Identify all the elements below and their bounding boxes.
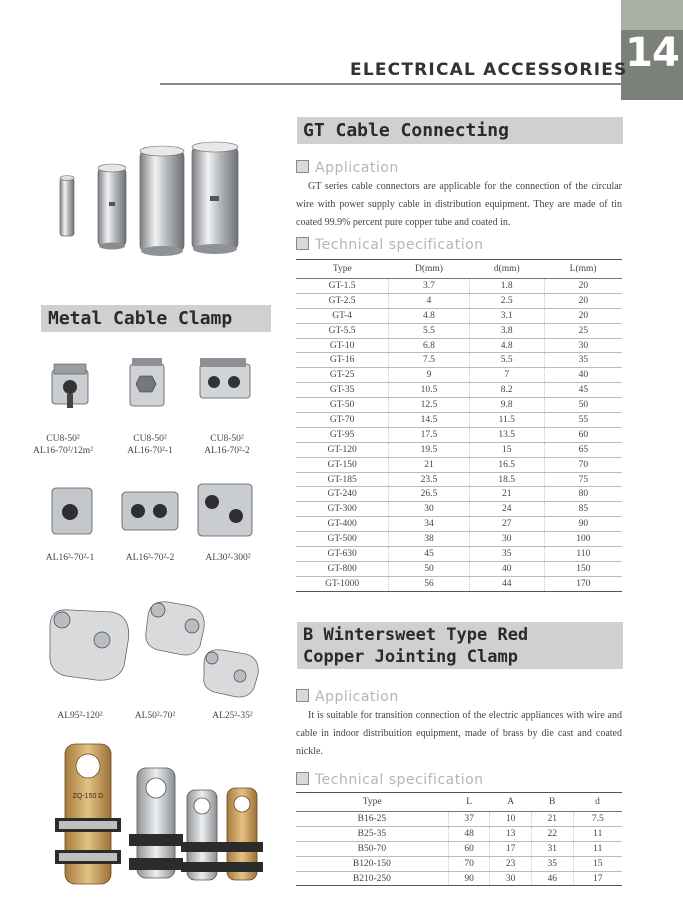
table-cell: 17 <box>490 841 532 856</box>
table-row <box>296 561 622 576</box>
clamp-al50-70 <box>146 602 204 655</box>
table-cell: 48 <box>448 826 490 841</box>
table-cell: GT-70 <box>296 413 389 428</box>
table-cell: GT-400 <box>296 517 389 532</box>
table-cell: 60 <box>448 841 490 856</box>
table-cell: 35 <box>469 547 544 562</box>
table-cell: 23.5 <box>389 472 470 487</box>
tube-xlarge <box>192 142 238 254</box>
table-cell: GT-5.5 <box>296 323 389 338</box>
square-bullet-icon <box>296 237 309 250</box>
table-cell: B210-250 <box>296 871 448 886</box>
b-spec-table <box>296 792 622 886</box>
table-cell: 44 <box>469 576 544 591</box>
table-cell: 22 <box>531 826 573 841</box>
square-bullet-icon <box>296 160 309 173</box>
caption-clamp-8: AL50²-70² <box>134 711 176 721</box>
caption-clamp-3 <box>182 433 272 457</box>
table-cell: 7.5 <box>573 812 622 827</box>
table-cell: GT-150 <box>296 457 389 472</box>
table-cell: 70 <box>544 457 622 472</box>
page-tab-stripe <box>621 0 683 30</box>
caption-clamp-6: AL30²-300² <box>205 553 251 563</box>
caption-clamp-7: AL95²-120² <box>57 711 103 721</box>
col-header-length: L(mm) <box>544 260 622 279</box>
table-cell: 24 <box>469 502 544 517</box>
table-row <box>296 442 622 457</box>
caption-line: AL16-70²-2 <box>204 446 250 456</box>
gt-tech-label: Technical specification <box>315 237 484 253</box>
table-cell: 75 <box>544 472 622 487</box>
square-bullet-icon <box>296 689 309 702</box>
b-section-title-line2: Copper Jointing Clamp <box>303 647 518 667</box>
table-cell: 70 <box>448 856 490 871</box>
table-cell: 17 <box>573 871 622 886</box>
table-cell: 50 <box>389 561 470 576</box>
caption-clamp-4: AL16²-70²-1 <box>45 553 95 563</box>
table-cell: 38 <box>389 532 470 547</box>
table-cell: 7.5 <box>389 353 470 368</box>
table-row <box>296 413 622 428</box>
table-cell: 45 <box>389 547 470 562</box>
table-cell: 4 <box>389 293 470 308</box>
table-cell: 26.5 <box>389 487 470 502</box>
copper-jointing-clamp-photo <box>45 738 270 888</box>
table-row <box>296 812 622 827</box>
table-cell: 3.7 <box>389 279 470 294</box>
table-row <box>296 353 622 368</box>
table-cell: 9 <box>389 368 470 383</box>
page-number: 14 <box>625 30 679 76</box>
table-cell: 20 <box>544 308 622 323</box>
table-cell: 35 <box>544 353 622 368</box>
table-cell: 21 <box>531 812 573 827</box>
table-row <box>296 502 622 517</box>
b-section-title-line1: B Wintersweet Type Red <box>303 625 529 645</box>
table-cell: 13.5 <box>469 427 544 442</box>
table-row <box>296 871 622 886</box>
page-title: ELECTRICAL ACCESSORIES <box>350 60 628 80</box>
gt-spec-table <box>296 259 622 592</box>
header-rule <box>160 83 622 85</box>
clamp-al16-70-1 <box>52 488 92 534</box>
table-cell: 60 <box>544 427 622 442</box>
clamp-al95-120 <box>50 610 129 680</box>
gt-application-heading <box>296 160 399 176</box>
table-cell: 12.5 <box>389 398 470 413</box>
caption-clamp-9: AL25²-35² <box>212 711 253 721</box>
table-cell: 46 <box>531 871 573 886</box>
col-header-l: L <box>448 793 490 812</box>
table-cell: 34 <box>389 517 470 532</box>
table-row <box>296 517 622 532</box>
caption-line: CU8-50² <box>133 434 167 444</box>
b-application-label: Application <box>315 689 399 705</box>
table-cell: GT-50 <box>296 398 389 413</box>
table-row <box>296 427 622 442</box>
table-cell: 1.8 <box>469 279 544 294</box>
clamp-al25-35 <box>204 650 259 697</box>
gt-section-title: GT Cable Connecting <box>303 120 509 141</box>
table-row <box>296 383 622 398</box>
table-cell: 8.2 <box>469 383 544 398</box>
table-cell: 150 <box>544 561 622 576</box>
clamp-cu8-50-a <box>52 364 88 408</box>
table-cell: 30 <box>469 532 544 547</box>
table-row <box>296 323 622 338</box>
table-cell: B50-70 <box>296 841 448 856</box>
table-cell: 11.5 <box>469 413 544 428</box>
table-cell: 30 <box>389 502 470 517</box>
table-row <box>296 293 622 308</box>
table-cell: 20 <box>544 293 622 308</box>
copper-clamp-large <box>55 744 121 884</box>
table-cell: 40 <box>469 561 544 576</box>
table-cell: GT-500 <box>296 532 389 547</box>
table-cell: 15 <box>573 856 622 871</box>
table-row <box>296 576 622 591</box>
table-cell: 6.8 <box>389 338 470 353</box>
table-cell: 90 <box>544 517 622 532</box>
table-header-row <box>296 793 622 812</box>
gt-cable-connecting-heading <box>297 117 623 144</box>
table-row <box>296 856 622 871</box>
table-row <box>296 398 622 413</box>
caption-line: AL16-70²/12m² <box>32 446 94 456</box>
table-cell: 35 <box>531 856 573 871</box>
metal-cable-clamp-title: Metal Cable Clamp <box>48 308 233 329</box>
clamp-photos-row3 <box>40 596 270 706</box>
clamp-al16-70-2 <box>122 492 178 530</box>
table-cell: GT-16 <box>296 353 389 368</box>
col-header-d-inner: d(mm) <box>469 260 544 279</box>
table-header-row <box>296 260 622 279</box>
table-cell: 30 <box>544 338 622 353</box>
tube-large <box>140 146 184 256</box>
table-cell: 37 <box>448 812 490 827</box>
table-row <box>296 457 622 472</box>
col-header-type: Type <box>296 260 389 279</box>
table-cell: 56 <box>389 576 470 591</box>
table-cell: 170 <box>544 576 622 591</box>
table-cell: GT-800 <box>296 561 389 576</box>
table-cell: 40 <box>544 368 622 383</box>
table-row <box>296 472 622 487</box>
col-header-a: A <box>490 793 532 812</box>
table-cell: GT-25 <box>296 368 389 383</box>
table-row <box>296 368 622 383</box>
table-cell: GT-240 <box>296 487 389 502</box>
table-row <box>296 532 622 547</box>
gt-connector-photo <box>48 140 248 260</box>
table-cell: 4.8 <box>389 308 470 323</box>
table-row <box>296 547 622 562</box>
table-row <box>296 841 622 856</box>
table-cell: GT-35 <box>296 383 389 398</box>
table-cell: 19.5 <box>389 442 470 457</box>
table-cell: B120-150 <box>296 856 448 871</box>
table-cell: 21 <box>389 457 470 472</box>
table-cell: 17.5 <box>389 427 470 442</box>
copper-clamp-medium <box>129 768 183 878</box>
table-cell: 2.5 <box>469 293 544 308</box>
metal-cable-clamp-heading <box>41 305 271 332</box>
b-tech-heading <box>296 772 484 788</box>
table-cell: 3.1 <box>469 308 544 323</box>
table-cell: B25-35 <box>296 826 448 841</box>
table-cell: 20 <box>544 279 622 294</box>
lug-stamp-label: ZQ-150 D <box>72 793 104 800</box>
table-cell: 100 <box>544 532 622 547</box>
table-cell: 27 <box>469 517 544 532</box>
tube-medium <box>98 164 126 250</box>
copper-clamp-small <box>181 790 223 880</box>
table-cell: GT-300 <box>296 502 389 517</box>
table-cell: 11 <box>573 841 622 856</box>
table-row <box>296 826 622 841</box>
table-cell: GT-1.5 <box>296 279 389 294</box>
table-cell: 110 <box>544 547 622 562</box>
table-cell: 55 <box>544 413 622 428</box>
table-cell: 30 <box>490 871 532 886</box>
table-cell: 65 <box>544 442 622 457</box>
table-cell: 10 <box>490 812 532 827</box>
clamp-cu8-50-c <box>200 358 250 398</box>
table-cell: 45 <box>544 383 622 398</box>
clamp-al30-300 <box>198 484 252 536</box>
clamp-cu8-50-b <box>130 358 164 406</box>
gt-tech-heading <box>296 237 484 253</box>
table-row <box>296 487 622 502</box>
gt-application-text: GT series cable connectors are applicable for the connection of the circular wire with power supply cable in distribution equipment. They are made of tin coated 99.9% percent pure copper tube and coated in. <box>296 181 622 228</box>
table-cell: 10.5 <box>389 383 470 398</box>
table-cell: GT-2.5 <box>296 293 389 308</box>
table-cell: GT-4 <box>296 308 389 323</box>
b-application-heading <box>296 689 399 705</box>
tube-small <box>60 176 74 237</box>
table-cell: GT-95 <box>296 427 389 442</box>
table-cell: 18.5 <box>469 472 544 487</box>
table-cell: 16.5 <box>469 457 544 472</box>
table-cell: 25 <box>544 323 622 338</box>
col-header-b: B <box>531 793 573 812</box>
table-cell: 80 <box>544 487 622 502</box>
gt-application-label: Application <box>315 160 399 176</box>
caption-line: AL16-70²-1 <box>127 446 173 456</box>
table-cell: B16-25 <box>296 812 448 827</box>
table-cell: 5.5 <box>389 323 470 338</box>
table-cell: 15 <box>469 442 544 457</box>
table-row <box>296 308 622 323</box>
table-cell: 3.8 <box>469 323 544 338</box>
table-cell: 23 <box>490 856 532 871</box>
clamp-photos-row2 <box>40 478 270 543</box>
b-application-text: It is suitable for transition connection of the electric appliances with wire and cable in indoor distribuition equipment, made of brass by die cast and coated nickle. <box>296 710 622 757</box>
col-header-d: d <box>573 793 622 812</box>
table-cell: 13 <box>490 826 532 841</box>
col-header-d-outer: D(mm) <box>389 260 470 279</box>
table-cell: GT-120 <box>296 442 389 457</box>
table-cell: 31 <box>531 841 573 856</box>
table-cell: GT-1000 <box>296 576 389 591</box>
table-cell: 90 <box>448 871 490 886</box>
col-header-type: Type <box>296 793 448 812</box>
table-row <box>296 338 622 353</box>
table-cell: 21 <box>469 487 544 502</box>
table-cell: GT-630 <box>296 547 389 562</box>
table-cell: 5.5 <box>469 353 544 368</box>
copper-clamp-brass-small <box>221 788 263 880</box>
table-cell: 50 <box>544 398 622 413</box>
clamp-photos-row1 <box>40 350 270 420</box>
b-wintersweet-heading <box>297 622 623 669</box>
table-row <box>296 279 622 294</box>
caption-line: CU8-50² <box>46 434 80 444</box>
table-cell: 14.5 <box>389 413 470 428</box>
table-cell: 4.8 <box>469 338 544 353</box>
table-cell: GT-185 <box>296 472 389 487</box>
caption-clamp-5: AL16²-70²-2 <box>125 553 175 563</box>
caption-clamp-1 <box>18 433 108 457</box>
square-bullet-icon <box>296 772 309 785</box>
table-cell: 7 <box>469 368 544 383</box>
table-cell: 11 <box>573 826 622 841</box>
page-number-tab <box>621 0 683 100</box>
table-cell: 9.8 <box>469 398 544 413</box>
table-cell: 85 <box>544 502 622 517</box>
b-tech-label: Technical specification <box>315 772 484 788</box>
table-cell: GT-10 <box>296 338 389 353</box>
caption-line: CU8-50² <box>210 434 244 444</box>
